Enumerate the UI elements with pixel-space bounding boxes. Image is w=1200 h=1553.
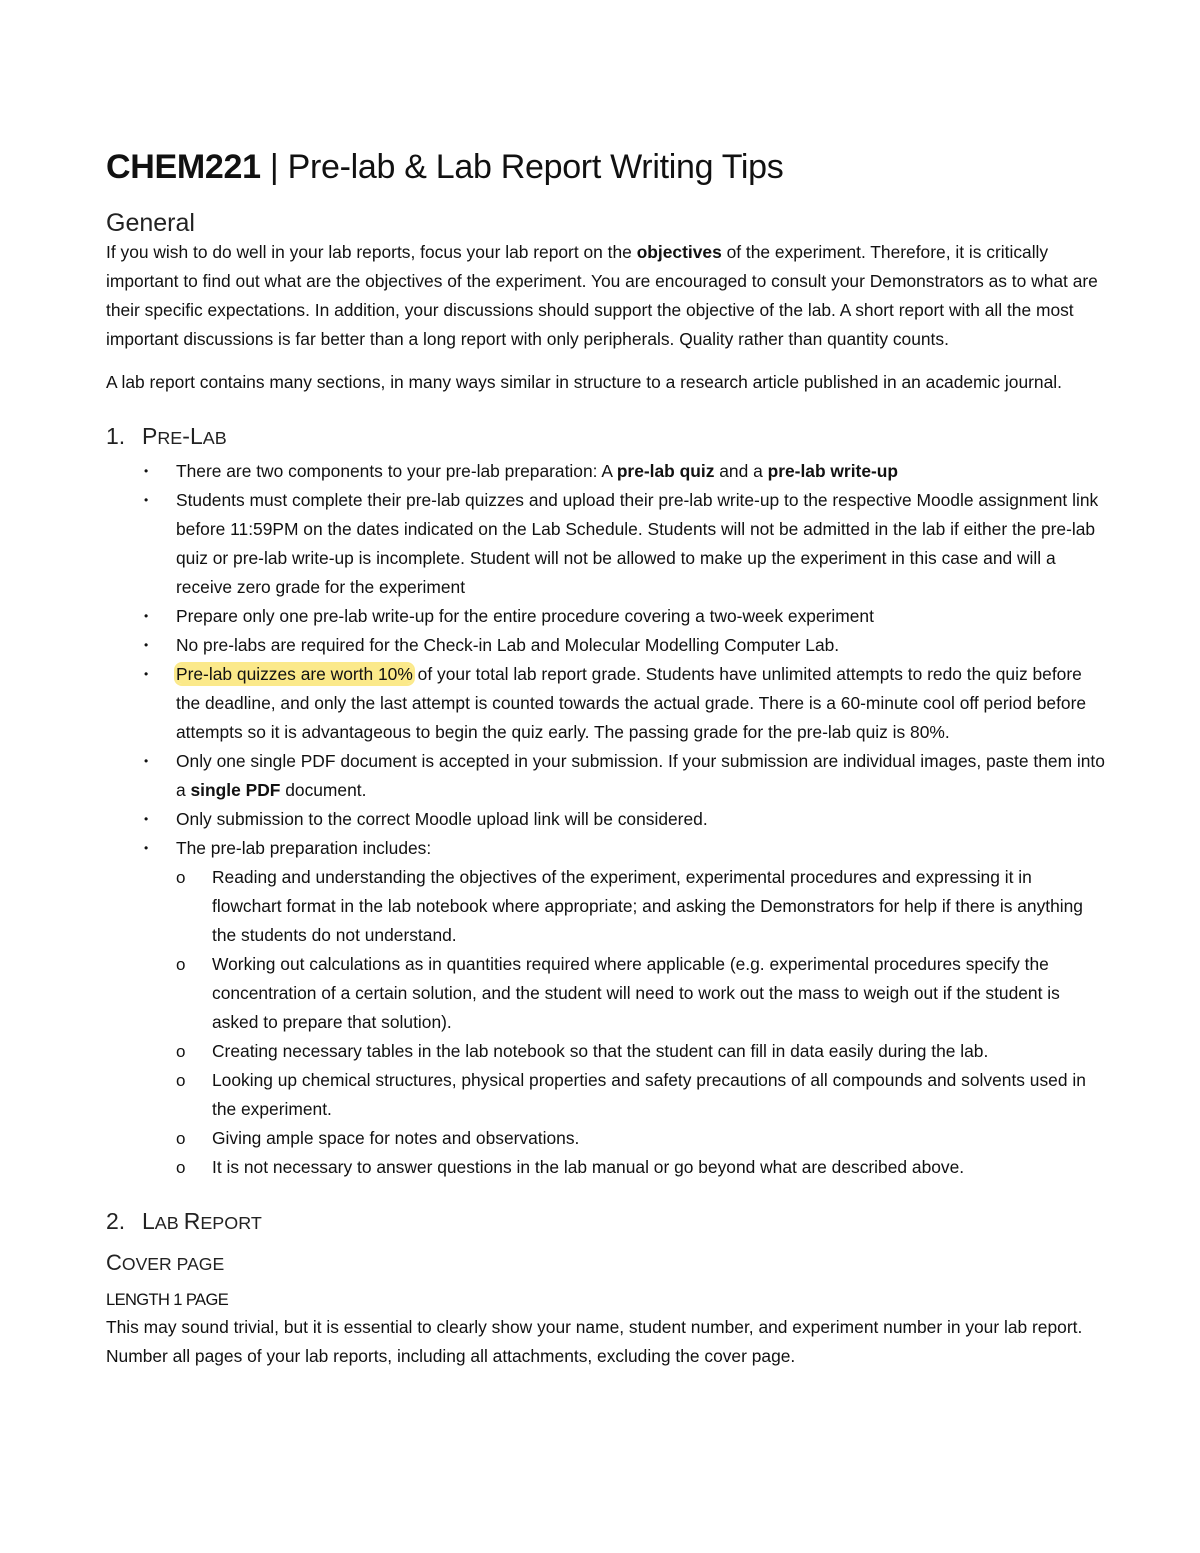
sub-list-item: o Giving ample space for notes and observations.: [212, 1124, 1106, 1153]
prelab-heading: 1. PRE-LAB: [106, 419, 1106, 455]
title-separator: |: [260, 148, 288, 186]
sub-list-item: o It is not necessary to answer questions in the lab manual or go beyond what are described above.: [212, 1153, 1106, 1182]
lab-report-heading: 2. LAB REPORT: [106, 1204, 1106, 1240]
list-item: • There are two components to your pre-lab preparation: A pre-lab quiz and a pre-lab write-up: [176, 457, 1106, 486]
highlighted-text: Pre-lab quizzes are worth 10%: [176, 664, 413, 684]
list-item: • Only submission to the correct Moodle upload link will be considered.: [176, 805, 1106, 834]
general-paragraph-2: A lab report contains many sections, in many ways similar in structure to a research article published in an academic journal.: [106, 372, 1062, 392]
section-number: 2.: [106, 1208, 126, 1234]
list-item: • Only one single PDF document is accepted in your submission. If your submission are individual images, paste them into a single PDF document.: [176, 747, 1106, 805]
title-subtitle: Pre-lab & Lab Report Writing Tips: [287, 148, 784, 186]
circle-bullet-icon: o: [176, 1158, 186, 1177]
length-heading: LENGTH 1 PAGE: [106, 1291, 229, 1309]
prelab-list: [106, 457, 1106, 1182]
document-title: [106, 140, 1106, 194]
sub-list-item: o Reading and understanding the objectives of the experiment, experimental procedures and expressing it in flowchart format in the lab notebook where appropriate; and asking the Demonstrators for help if there is anything the students do not understand.: [212, 863, 1106, 950]
bullet-icon: •: [144, 812, 149, 826]
circle-bullet-icon: o: [176, 955, 186, 974]
circle-bullet-icon: o: [176, 868, 186, 887]
list-item: • Prepare only one pre-lab write-up for the entire procedure covering a two-week experiment: [176, 602, 1106, 631]
general-paragraph-1: If you wish to do well in your lab reports, focus your lab report on the objectives of the experiment. Therefore, it is critically important to find out what are the objectives of the experiment. You are encouraged to consult your Demonstrators as to what are their specific expectations. In addition, your discussions should support the objective of the lab. A short report with all the most important discussions is far better than a long report with only peripherals. Quality rather than quantity counts.: [106, 242, 1098, 349]
cover-page-paragraph: This may sound trivial, but it is essential to clearly show your name, student number, and experiment number in your lab report. Number all pages of your lab reports, including all attachments, excluding the cover page.: [106, 1317, 1083, 1366]
list-item: • The pre-lab preparation includes: o Reading and understanding the objectives of the experiment, experimental procedures and expressing it in flowchart format in the lab notebook where appropriate; and asking the Demonstrators for help if there is anything the students do not understand. o Working out calculations as in quantities required where applicable (e.g. experimental procedures specify the concentration of a certain solution, and the student will need to work out the mass to weigh out if the student is asked to prepare that solution). o Creating necessary tables in the lab notebook so that the student can fill in data easily during the lab. o Looking up chemical structures, physical properties and safety precautions of all compounds and solvents used in the experiment. o Giving ample space for notes and observations. o It is not necessary to answer questions in the lab manual or go beyond what are described above.: [176, 834, 1106, 1182]
sub-list-item: o Creating necessary tables in the lab notebook so that the student can fill in data easily during the lab.: [212, 1037, 1106, 1066]
list-item: • No pre-labs are required for the Check-in Lab and Molecular Modelling Computer Lab.: [176, 631, 1106, 660]
sub-list-item: o Working out calculations as in quantities required where applicable (e.g. experimental procedures specify the concentration of a certain solution, and the student will need to work out the mass to weigh out if the student is asked to prepare that solution).: [212, 950, 1106, 1037]
general-heading: General: [106, 209, 195, 237]
cover-page-heading: COVER PAGE: [106, 1250, 225, 1275]
document-page: [106, 140, 1106, 1385]
section-number: 1.: [106, 423, 126, 449]
circle-bullet-icon: o: [176, 1042, 186, 1061]
bullet-icon: •: [144, 638, 149, 652]
circle-bullet-icon: o: [176, 1129, 186, 1148]
objectives-bold: objectives: [636, 242, 722, 262]
prelab-sublist: [176, 863, 1106, 1182]
bullet-icon: •: [144, 754, 149, 768]
course-code: CHEM221: [106, 148, 261, 186]
bullet-icon: •: [144, 493, 149, 507]
list-item: • Pre-lab quizzes are worth 10% of your total lab report grade. Students have unlimited attempts to redo the quiz before the deadline, and only the last attempt is counted towards the actual grade. There is a 60-minute cool off period before attempts so it is advantageous to begin the quiz early. The passing grade for the pre-lab quiz is 80%.: [176, 660, 1106, 747]
bullet-icon: •: [144, 464, 149, 478]
sub-list-item: o Looking up chemical structures, physical properties and safety precautions of all compounds and solvents used in the experiment.: [212, 1066, 1106, 1124]
bullet-icon: •: [144, 667, 149, 681]
bullet-icon: •: [144, 841, 149, 855]
list-item: • Students must complete their pre-lab quizzes and upload their pre-lab write-up to the respective Moodle assignment link before 11:59PM on the dates indicated on the Lab Schedule. Students will not be admitted in the lab if either the pre-lab quiz or pre-lab write-up is incomplete. Student will not be allowed to make up the experiment in this case and will a receive zero grade for the experiment: [176, 486, 1106, 602]
circle-bullet-icon: o: [176, 1071, 186, 1090]
bullet-icon: •: [144, 609, 149, 623]
